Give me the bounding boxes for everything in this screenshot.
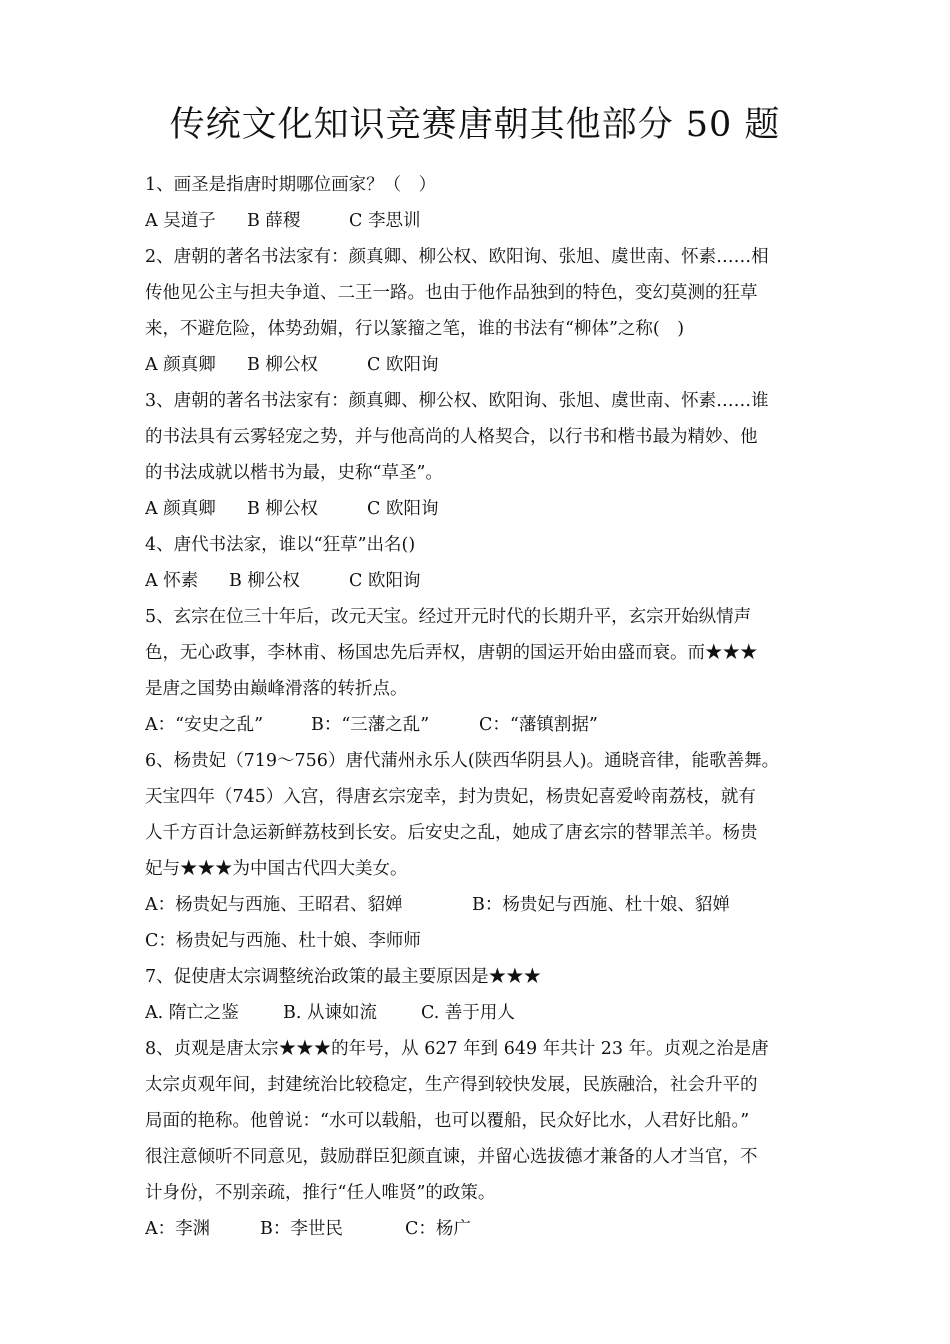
question-2-line-2: 传他见公主与担夫争道、二王一路。也由于他作品独到的特色，变幻莫测的狂草 (145, 283, 758, 303)
question-4-option-b: B 柳公权 (229, 571, 300, 591)
question-8-options (145, 1211, 825, 1247)
question-list (145, 167, 825, 1247)
question-5-option-a: A：“安史之乱” (145, 715, 264, 735)
question-6-options-row-2 (145, 923, 825, 959)
question-1-option-c: C 李思训 (349, 211, 421, 231)
question-4-option-a: A 怀素 (145, 571, 199, 591)
question-8-option-b: B：李世民 (260, 1219, 343, 1239)
question-4-options (145, 563, 825, 599)
question-5-line-3: 是唐之国势由巅峰滑落的转折点。 (145, 679, 408, 699)
question-1-option-b: B 薛稷 (247, 211, 301, 231)
question-8-line-2: 太宗贞观年间，封建统治比较稳定，生产得到较快发展，民族融洽，社会升平的 (145, 1075, 758, 1095)
question-4-line-1: 4、唐代书法家，谁以“狂草”出名() (145, 535, 416, 555)
question-5-option-c: C：“藩镇割据” (479, 715, 598, 735)
question-5-line-1: 5、玄宗在位三十年后，改元天宝。经过开元时代的长期升平，玄宗开始纵情声 (145, 607, 752, 627)
question-6-option-b: B：杨贵妃与西施、杜十娘、貂婵 (472, 895, 730, 915)
question-8-line-4: 很注意倾听不同意见，鼓励群臣犯颜直谏，并留心选拔德才兼备的人才当官，不 (145, 1147, 758, 1167)
question-2-line-1: 2、唐朝的著名书法家有：颜真卿、柳公权、欧阳询、张旭、虞世南、怀素……相 (145, 247, 769, 267)
question-5-line-2: 色，无心政事，李林甫、杨国忠先后弄权，唐朝的国运开始由盛而衰。而★★★ (145, 643, 758, 663)
question-6-line-2: 天宝四年（745）入宫，得唐玄宗宠幸，封为贵妃，杨贵妃喜爱岭南荔枝，就有 (145, 787, 756, 807)
question-3-line-1: 3、唐朝的著名书法家有：颜真卿、柳公权、欧阳询、张旭、虞世南、怀素……谁 (145, 391, 769, 411)
question-1-options (145, 203, 825, 239)
question-3-options (145, 491, 825, 527)
question-3-line-3: 的书法成就以楷书为最，史称“草圣”。 (145, 463, 443, 483)
document-title: 传统文化知识竞赛唐朝其他部分 50 题 (169, 105, 781, 145)
question-5-option-b: B：“三藩之乱” (311, 715, 430, 735)
question-2-option-c: C 欧阳询 (367, 355, 439, 375)
question-8-line-1: 8、贞观是唐太宗★★★的年号，从 627 年到 649 年共计 23 年。贞观之治是唐 (145, 1039, 769, 1059)
question-8-line-5: 计身份，不别亲疏，推行“任人唯贤”的政策。 (145, 1183, 496, 1203)
question-2-option-a: A 颜真卿 (145, 355, 216, 375)
question-2-option-b: B 柳公权 (247, 355, 318, 375)
question-8-option-a: A：李渊 (145, 1219, 211, 1239)
question-7-option-a: A. 隋亡之鉴 (145, 1003, 239, 1023)
question-8-line-3: 局面的艳称。他曾说：“水可以载船，也可以覆船，民众好比水，人君好比船。” (145, 1111, 750, 1131)
question-6-option-c: C：杨贵妃与西施、杜十娘、李师师 (145, 931, 421, 951)
question-6-line-3: 人千方百计急运新鲜荔枝到长安。后安史之乱，她成了唐玄宗的替罪羔羊。杨贵 (145, 823, 758, 843)
question-5-options (145, 707, 825, 743)
question-7-options (145, 995, 825, 1031)
question-3-option-a: A 颜真卿 (145, 499, 216, 519)
question-6-options-row-1 (145, 887, 825, 923)
question-4-option-c: C 欧阳询 (349, 571, 421, 591)
question-3-option-c: C 欧阳询 (367, 499, 439, 519)
question-2-line-3: 来，不避危险，体势劲媚，行以篆籀之笔，谁的书法有“柳体”之称( ) (145, 319, 685, 339)
question-8-option-c: C：杨广 (405, 1219, 471, 1239)
question-3-line-2: 的书法具有云雾轻宠之势，并与他高尚的人格契合，以行书和楷书最为精妙、他 (145, 427, 758, 447)
question-6-option-a: A：杨贵妃与西施、王昭君、貂婵 (145, 895, 403, 915)
question-6-line-4: 妃与★★★为中国古代四大美女。 (145, 859, 408, 879)
question-3-option-b: B 柳公权 (247, 499, 318, 519)
question-1-line-1: 1、画圣是指唐时期哪位画家？（ ） (145, 175, 437, 195)
question-7-option-b: B. 从谏如流 (283, 1003, 377, 1023)
question-2-options (145, 347, 825, 383)
question-6-line-1: 6、杨贵妃（719～756）唐代蒲州永乐人(陕西华阴县人)。通晓音律，能歌善舞。 (145, 751, 780, 771)
question-1-option-a: A 吴道子 (145, 211, 216, 231)
question-7-line-1: 7、促使唐太宗调整统治政策的最主要原因是★★★ (145, 967, 542, 987)
question-7-option-c: C. 善于用人 (421, 1003, 515, 1023)
